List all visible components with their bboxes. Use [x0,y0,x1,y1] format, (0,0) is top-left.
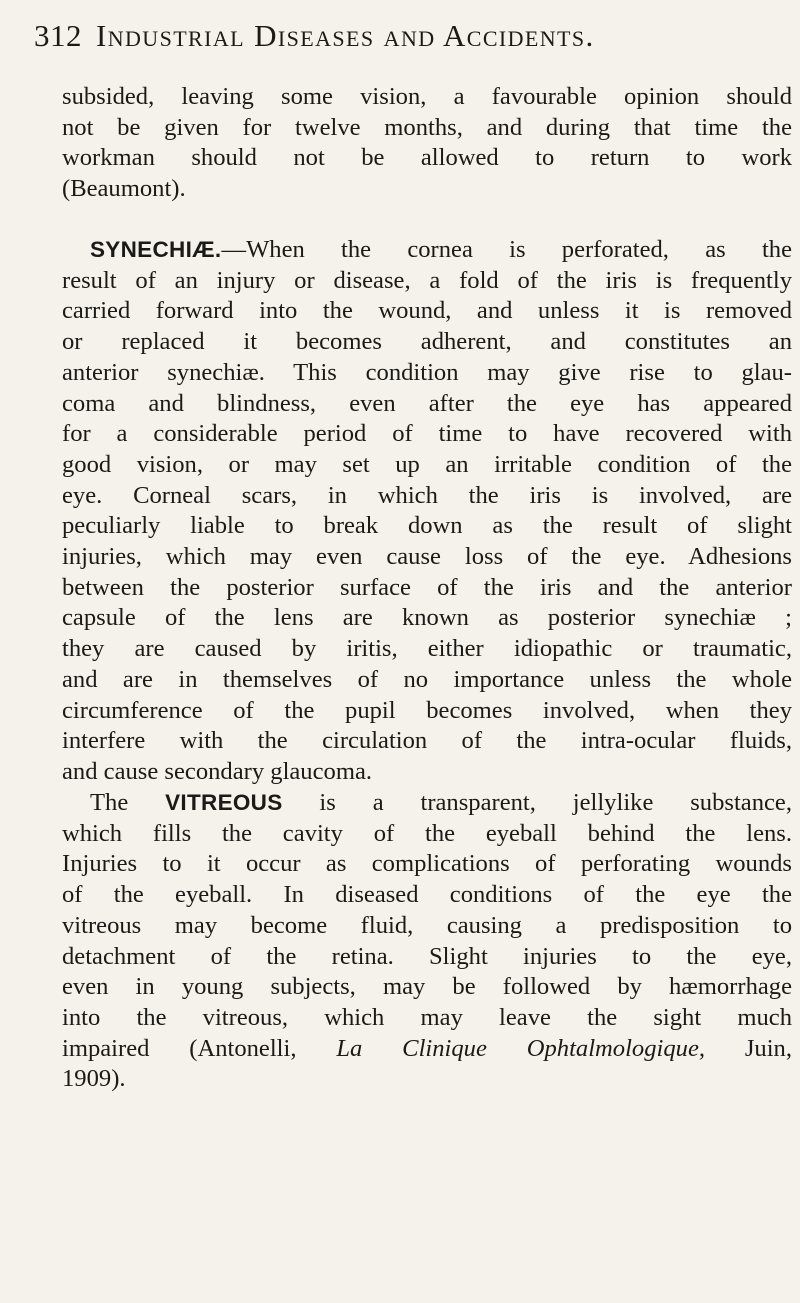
text-line: subsided, leaving some vision, a favourable opinion should [62,83,792,110]
text-line: coma and blindness, even after the eye has appeared [62,389,792,417]
text-line: and cause secondary glaucoma. [62,757,373,785]
text-line: anterior synechiæ. This condition may give rise to glau- [62,358,792,386]
text-line: or replaced it becomes adherent, and constitutes an [62,328,792,356]
text-line [62,788,792,819]
text-line: vitreous may become fluid, causing a predisposition to [62,911,792,939]
text-line: result of an injury or disease, a fold of the iris is frequently [62,266,792,294]
text-fragment: impaired (Antonelli, [62,1034,337,1062]
paragraph-vitreous [62,788,792,1095]
running-header [34,18,774,66]
section-heading-synechiae: SYNECHIÆ. [90,237,222,262]
text-line: 1909). [62,1065,126,1093]
text-line: peculiarly liable to break down as the result of slight [62,512,792,540]
text-line [62,1034,792,1065]
text-fragment: is a transparent, jellylike substance, [282,789,792,816]
paragraph-synechiae [62,235,792,788]
text-line: and are in themselves of no importance unless the whole [62,665,792,693]
text-line: not be given for twelve months, and during that time the [62,113,792,141]
text-line: for a considerable period of time to have recovered with [62,420,792,448]
text-line: between the posterior surface of the iris and the anterior [62,573,792,601]
text-fragment: The [90,789,166,816]
text-fragment: Juin, [705,1034,793,1062]
page-number: 312 [34,18,82,53]
text-line: circumference of the pupil becomes involved, when they [62,696,792,724]
text-line [62,235,792,266]
text-line: they are caused by iritis, either idiopathic or traumatic, [62,635,792,663]
text-line: which fills the cavity of the eyeball behind the lens. [62,819,792,847]
section-heading-vitreous: VITREOUS [165,790,283,815]
text-line: of the eyeball. In diseased conditions of the eye the [62,881,792,909]
text-line: detachment of the retina. Slight injuries to the eye, [62,942,792,970]
text-line: Injuries to it occur as complications of perforating wounds [62,850,792,878]
text-line: (Beaumont). [62,175,186,203]
citation-title: La Clinique Ophtalmologique, [336,1034,706,1062]
text-line: injuries, which may even cause loss of the eye. Adhesions [62,543,792,571]
text-line: interfere with the circulation of the intra-ocular fluids, [62,727,792,755]
text-line: workman should not be allowed to return to work [62,144,792,172]
text-line: good vision, or may set up an irritable condition of the [62,450,792,478]
paragraph-beaumont [62,82,792,205]
text-fragment: —When the cornea is perforated, as the [221,236,792,263]
text-line: into the vitreous, which may leave the sight much [62,1003,792,1031]
text-line: carried forward into the wound, and unless it is removed [62,297,792,325]
running-title: Industrial Diseases and Accidents. [96,18,595,53]
text-line: capsule of the lens are known as posterior synechiæ ; [62,604,792,632]
text-line: even in young subjects, may be followed by hæmorrhage [62,973,792,1001]
text-line: eye. Corneal scars, in which the iris is involved, are [62,481,792,509]
